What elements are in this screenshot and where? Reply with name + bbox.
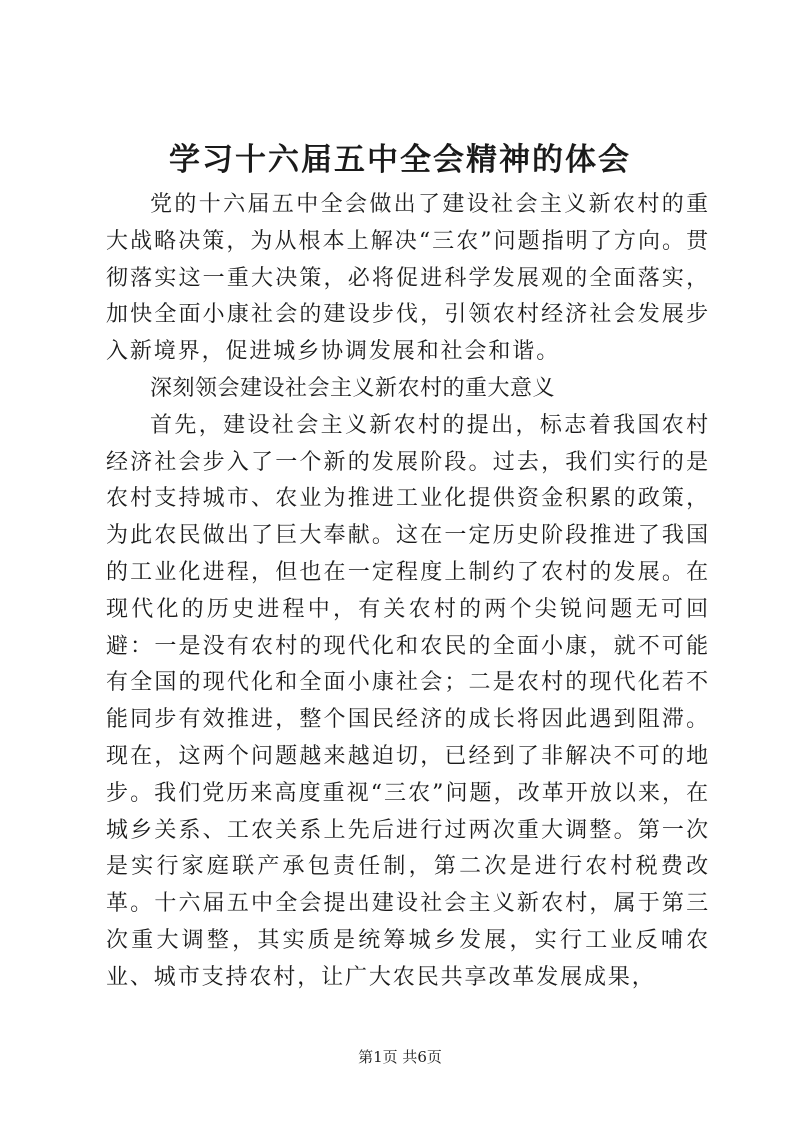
document-title: 学习十六届五中全会精神的体会 xyxy=(169,142,631,178)
document-body xyxy=(106,187,710,997)
intro-paragraph: 党的十六届五中全会做出了建设社会主义新农村的重大战略决策，为从根本上解决“三农”问题指明了方向。贯彻落实这一重大决策，必将促进科学发展观的全面落实，加快全面小康社会的建设步伐，引领农村经济社会发展步入新境界，促进城乡协调发展和社会和谐。 xyxy=(106,192,710,365)
page-footer: 第1页 共6页 xyxy=(358,1048,442,1066)
section-heading: 深刻领会建设社会主义新农村的重大意义 xyxy=(150,375,556,401)
body-paragraph: 首先，建设社会主义新农村的提出，标志着我国农村经济社会步入了一个新的发展阶段。过去，我们实行的是农村支持城市、农业为推进工业化提供资金积累的政策，为此农民做出了巨大奉献。这在一定历史阶段推进了我国的工业化进程，但也在一定程度上制约了农村的发展。在现代化的历史进程中，有关农村的两个尖锐问题无可回避：一是没有农村的现代化和农民的全面小康，就不可能有全国的现代化和全面小康社会；二是农村的现代化若不能同步有效推进，整个国民经济的成长将因此遇到阻滞。现在，这两个问题越来越迫切，已经到了非解决不可的地步。我们党历来高度重视“三农”问题，改革开放以来，在城乡关系、工农关系上先后进行过两次重大调整。第一次是实行家庭联产承包责任制，第二次是进行农村税费改革。十六届五中全会提出建设社会主义新农村，属于第三次重大调整，其实质是统筹城乡发展，实行工业反哺农业、城市支持农村，让广大农民共享改革发展成果， xyxy=(106,412,710,990)
